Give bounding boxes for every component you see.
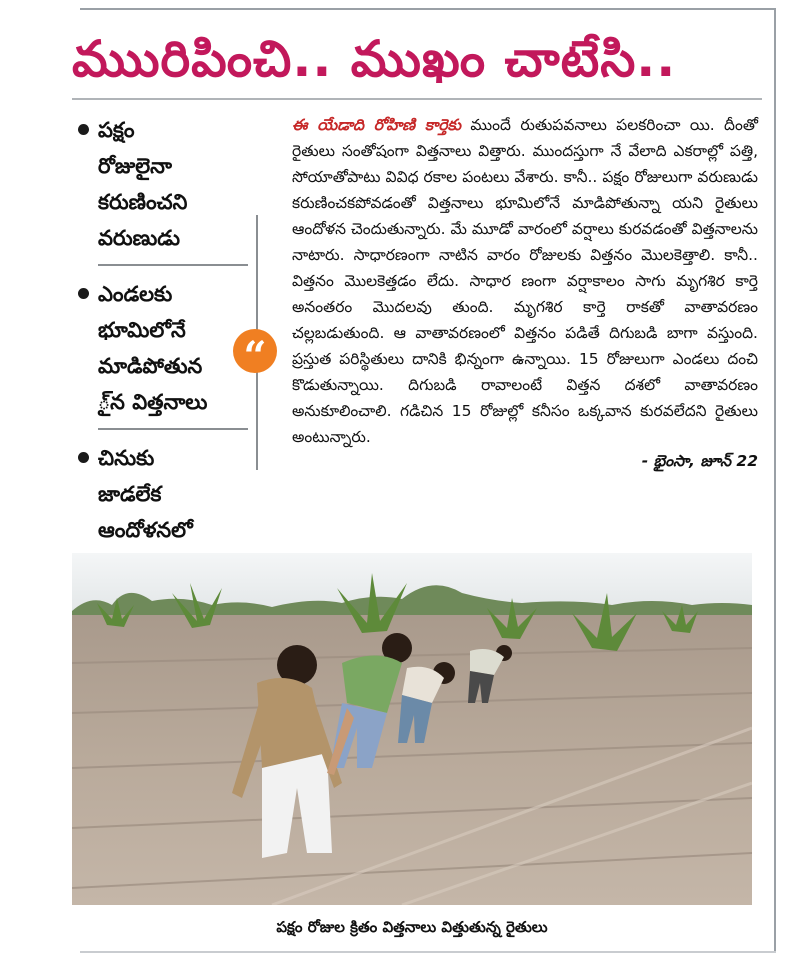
highlight-item [74,112,274,256]
bullet-dot-icon [78,452,89,463]
highlight-divider [98,264,248,266]
article-dateline: - భైంసా, జూన్ 22 [641,452,758,470]
headline: ముురిపించి.. ముఖం చాటేసి.. [72,30,677,88]
highlight-text: ఎండలకు భూమిలోనే మాడిపోతున ్ౖన విత్తనాలు [98,282,208,414]
frame-bottom-border [80,951,776,953]
article-body [292,112,758,474]
highlight-divider [98,428,248,430]
headline-rule [72,98,762,100]
frame-top-border [80,8,774,10]
quote-icon: “ [233,329,277,373]
highlight-text: పక్షం రోజులైనా కరుణించని వరుణుడు [98,118,188,250]
article-text: ముందే రుతుపవనాలు పలకరించా యి. దీంతో రైతులు సంతోషంగా విత్తనాలు విత్తారు. ముందస్తుగా నే వేలాది ఎకరాల్లో పత్తి, సోయాతోపాటు వివిధ రకాల పంటలు వేశారు. కానీ.. పక్షం రోజులుగా వరుణుడు కరుణించకపోవడంతో విత్తనాలు భూమిలోనే మాడిపోతున్నా యని రైతులు ఆందోళన చెందుతున్నారు. మే మూడో వారంలో వర్షాలు కురవడంతో విత్తనాలను నాటారు. సాధారణంగా నాటిన వారం రోజులకు విత్తనం మొలకెత్తాలి. కానీ.. విత్తనం మొలకెత్తడం లేదు. సాధార ణంగా వర్షాకాలం సాగు మృగశిర కార్తె అనంతరం మొదలవు తుంది. మృగశిర కార్తె రాకతో వాతావరణం చల్లబడుతుంది. ఆ వాతావరణంలో విత్తనం పడితే దిగుబడి బాగా వస్తుంది. ప్రస్తుత పరిస్థితులు దానికి భిన్నంగా ఉన్నాయి. 15 రోజులుగా ఎండలు దంచి కొడుతున్నాయి. దిగుబడి రావాలంటే విత్తన దశలో వాతావరణం అనుకూలించాలి. గడిచిన 15 రోజుల్లో కనీసం ఒక్కవాన కురవలేదని రైతులు అంటున్నారు. [292,116,758,446]
farmers-sowing-photo [72,553,752,905]
bullet-dot-icon [78,288,89,299]
bullet-dot-icon [78,124,89,135]
article-lead: ఈ యేడాది రోహిణి కార్తెకు [292,116,461,134]
photo-caption: పక్షం రోజుల క్రితం విత్తనాలు విత్తుతున్న రైతులు [276,918,548,936]
frame-right-border [774,8,776,953]
highlight-text: చినుకు జాడలేక ఆందోళనలో [98,446,193,542]
